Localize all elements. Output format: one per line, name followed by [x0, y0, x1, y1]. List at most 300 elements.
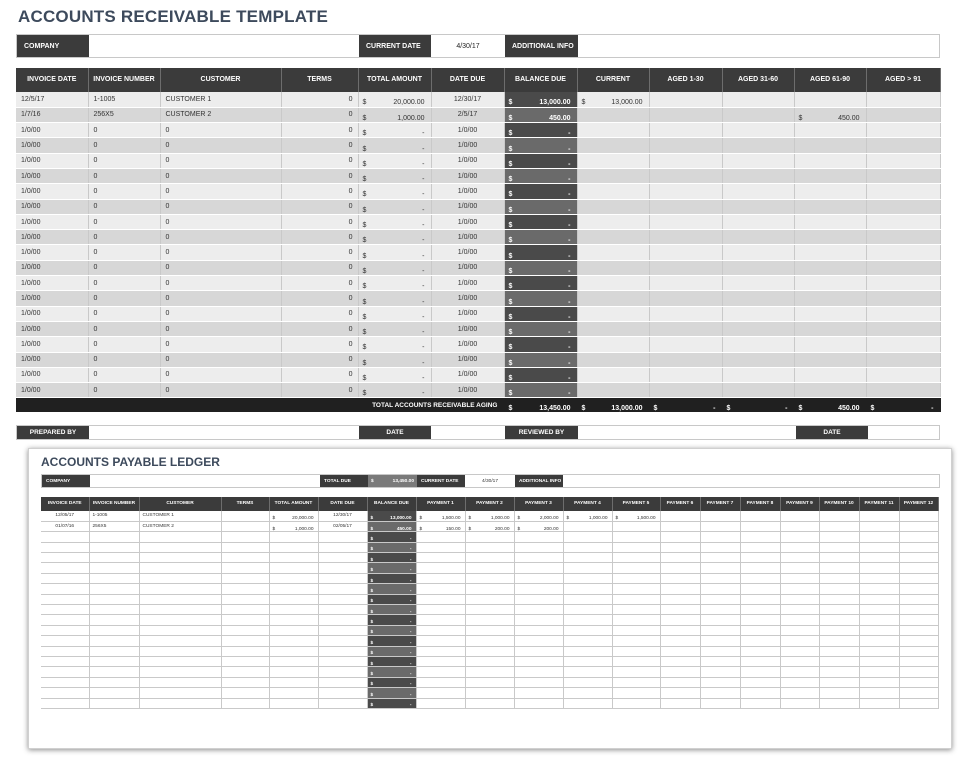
ap-empty-cell[interactable] [89, 573, 139, 583]
ap-empty-cell[interactable] [89, 563, 139, 573]
ap-payment-cell[interactable] [514, 688, 563, 698]
ap-empty-cell[interactable] [318, 542, 367, 552]
invoice-number-cell[interactable]: 0 [88, 321, 160, 336]
ap-payment-cell[interactable] [612, 656, 660, 666]
ap-payment-cell[interactable] [700, 656, 740, 666]
terms-cell[interactable]: 0 [281, 138, 358, 153]
invoice-number-cell[interactable]: 256X5 [88, 107, 160, 122]
ap-empty-cell[interactable] [318, 698, 367, 708]
ap-balance-due-cell[interactable] [367, 584, 416, 594]
ap-payment-cell[interactable] [859, 553, 899, 563]
aging-cell-a91[interactable] [866, 260, 940, 275]
aging-cell-current[interactable] [577, 321, 649, 336]
aging-cell-a130[interactable] [649, 107, 722, 122]
ap-payment-cell[interactable] [700, 573, 740, 583]
ap-empty-cell[interactable] [89, 605, 139, 615]
ap-empty-cell[interactable] [89, 636, 139, 646]
total-amount-cell[interactable] [358, 123, 431, 138]
aging-cell-a91[interactable] [866, 337, 940, 352]
ap-payment-cell[interactable] [416, 573, 465, 583]
ap-payment-cell[interactable] [700, 542, 740, 552]
ap-payment-cell[interactable] [612, 677, 660, 687]
ap-payment-cell[interactable] [740, 667, 780, 677]
ap-empty-cell[interactable] [41, 573, 89, 583]
ap-payment-cell[interactable] [563, 594, 612, 604]
ap-payment-cell[interactable] [563, 563, 612, 573]
total-amount-cell[interactable] [358, 230, 431, 245]
aging-cell-current[interactable] [577, 337, 649, 352]
ap-balance-due-cell[interactable] [367, 553, 416, 563]
ap-payment-cell[interactable] [612, 573, 660, 583]
aging-cell-a6190[interactable] [794, 245, 866, 260]
customer-cell[interactable]: CUSTOMER 2 [160, 107, 281, 122]
ap-empty-cell[interactable] [139, 605, 221, 615]
ap-payment-cell[interactable] [612, 698, 660, 708]
ap-payment-cell[interactable] [465, 615, 514, 625]
aging-cell-a3160[interactable] [722, 107, 794, 122]
aging-cell-a3160[interactable] [722, 153, 794, 168]
ap-empty-cell[interactable] [41, 594, 89, 604]
ap-payment-cell[interactable] [416, 542, 465, 552]
customer-cell[interactable]: 0 [160, 276, 281, 291]
invoice-number-cell[interactable]: 0 [88, 245, 160, 260]
ap-terms-cell[interactable] [221, 521, 269, 531]
ap-payment-cell[interactable] [700, 677, 740, 687]
ap-payment-cell[interactable] [660, 667, 700, 677]
ap-payment-cell[interactable] [780, 656, 819, 666]
ap-empty-cell[interactable] [318, 615, 367, 625]
current-date-field[interactable]: 4/30/17 [431, 35, 505, 57]
ap-payment-cell[interactable] [416, 521, 465, 531]
ap-payment-cell[interactable] [660, 698, 700, 708]
ap-payment-cell[interactable] [700, 521, 740, 531]
ap-payment-cell[interactable] [465, 667, 514, 677]
ap-payment-cell[interactable] [740, 542, 780, 552]
aging-cell-a3160[interactable] [722, 168, 794, 183]
ap-payment-cell[interactable] [740, 584, 780, 594]
ap-payment-cell[interactable] [660, 594, 700, 604]
ap-balance-due-cell[interactable] [367, 573, 416, 583]
total-bal[interactable] [504, 398, 577, 413]
ap-payment-cell[interactable] [859, 573, 899, 583]
ap-payment-cell[interactable] [780, 573, 819, 583]
ap-empty-cell[interactable] [318, 646, 367, 656]
ap-payment-cell[interactable] [899, 677, 938, 687]
ap-payment-cell[interactable] [899, 553, 938, 563]
invoice-date-cell[interactable]: 1/0/00 [16, 321, 88, 336]
ap-empty-cell[interactable] [221, 573, 269, 583]
invoice-date-cell[interactable]: 1/0/00 [16, 184, 88, 199]
aging-cell-a130[interactable] [649, 352, 722, 367]
ap-payment-cell[interactable] [416, 511, 465, 521]
ap-payment-cell[interactable] [899, 542, 938, 552]
terms-cell[interactable]: 0 [281, 306, 358, 321]
ap-payment-cell[interactable] [416, 615, 465, 625]
customer-cell[interactable]: CUSTOMER 1 [160, 92, 281, 107]
ap-empty-cell[interactable] [41, 646, 89, 656]
ap-payment-cell[interactable] [612, 605, 660, 615]
ap-empty-cell[interactable] [89, 542, 139, 552]
total-amount-cell[interactable] [358, 306, 431, 321]
ap-payment-cell[interactable] [740, 573, 780, 583]
customer-cell[interactable]: 0 [160, 306, 281, 321]
ap-empty-cell[interactable] [89, 553, 139, 563]
ap-payment-cell[interactable] [899, 573, 938, 583]
ap-payment-cell[interactable] [514, 532, 563, 542]
ap-payment-cell[interactable] [899, 636, 938, 646]
aging-cell-a130[interactable] [649, 214, 722, 229]
ap-payment-cell[interactable] [859, 584, 899, 594]
ap-balance-due-cell[interactable] [367, 542, 416, 552]
ap-payment-cell[interactable] [859, 511, 899, 521]
aging-cell-current[interactable] [577, 214, 649, 229]
ap-payment-cell[interactable] [780, 532, 819, 542]
ap-empty-cell[interactable] [269, 542, 318, 552]
ap-payment-cell[interactable] [563, 511, 612, 521]
ap-payment-cell[interactable] [740, 677, 780, 687]
aging-cell-a6190[interactable] [794, 230, 866, 245]
ap-payment-cell[interactable] [780, 688, 819, 698]
terms-cell[interactable]: 0 [281, 245, 358, 260]
ap-empty-cell[interactable] [318, 625, 367, 635]
ap-payment-cell[interactable] [612, 584, 660, 594]
ap-payment-cell[interactable] [740, 656, 780, 666]
ap-payment-cell[interactable] [819, 521, 859, 531]
balance-due-cell[interactable] [504, 107, 577, 122]
aging-cell-a6190[interactable] [794, 276, 866, 291]
ap-empty-cell[interactable] [139, 677, 221, 687]
ap-total-amount-cell[interactable] [269, 521, 318, 531]
ap-payment-cell[interactable] [563, 521, 612, 531]
balance-due-cell[interactable] [504, 230, 577, 245]
ap-date-due-cell[interactable]: 02/05/17 [318, 521, 367, 531]
ap-empty-cell[interactable] [269, 584, 318, 594]
total-amount-cell[interactable] [358, 214, 431, 229]
ap-empty-cell[interactable] [269, 563, 318, 573]
customer-cell[interactable]: 0 [160, 230, 281, 245]
ap-empty-cell[interactable] [89, 656, 139, 666]
prepared-by-field[interactable] [89, 426, 359, 439]
ap-payment-cell[interactable] [563, 625, 612, 635]
aging-cell-current[interactable] [577, 92, 649, 107]
ap-payment-cell[interactable] [859, 677, 899, 687]
ap-payment-cell[interactable] [819, 511, 859, 521]
aging-cell-a3160[interactable] [722, 214, 794, 229]
date-field-1[interactable] [431, 426, 505, 439]
total-amount-cell[interactable] [358, 276, 431, 291]
ap-payment-cell[interactable] [514, 677, 563, 687]
ap-payment-cell[interactable] [612, 553, 660, 563]
customer-cell[interactable]: 0 [160, 367, 281, 382]
aging-cell-a91[interactable] [866, 245, 940, 260]
ap-payment-cell[interactable] [612, 646, 660, 656]
date-due-cell[interactable]: 1/0/00 [431, 291, 504, 306]
aging-cell-current[interactable] [577, 276, 649, 291]
additional-info-field[interactable] [578, 35, 939, 57]
ap-payment-cell[interactable] [740, 688, 780, 698]
balance-due-cell[interactable] [504, 321, 577, 336]
ap-payment-cell[interactable] [859, 563, 899, 573]
aging-cell-current[interactable] [577, 367, 649, 382]
ap-balance-due-cell[interactable] [367, 646, 416, 656]
ap-payment-cell[interactable] [660, 688, 700, 698]
ap-empty-cell[interactable] [89, 625, 139, 635]
ap-payment-cell[interactable] [819, 667, 859, 677]
ap-empty-cell[interactable] [221, 532, 269, 542]
ap-empty-cell[interactable] [139, 688, 221, 698]
ap-payment-cell[interactable] [612, 563, 660, 573]
ap-payment-cell[interactable] [700, 594, 740, 604]
ap-payment-cell[interactable] [700, 667, 740, 677]
total-amount-cell[interactable] [358, 92, 431, 107]
ap-payment-cell[interactable] [514, 594, 563, 604]
date-due-cell[interactable]: 1/0/00 [431, 383, 504, 398]
aging-cell-a3160[interactable] [722, 199, 794, 214]
ap-empty-cell[interactable] [139, 698, 221, 708]
ap-payment-cell[interactable] [612, 511, 660, 521]
ap-payment-cell[interactable] [819, 605, 859, 615]
ap-payment-cell[interactable] [563, 646, 612, 656]
ap-empty-cell[interactable] [221, 646, 269, 656]
aging-cell-current[interactable] [577, 245, 649, 260]
ap-payment-cell[interactable] [612, 542, 660, 552]
date-due-cell[interactable]: 1/0/00 [431, 245, 504, 260]
ap-payment-cell[interactable] [660, 573, 700, 583]
aging-cell-a6190[interactable] [794, 153, 866, 168]
ap-payment-cell[interactable] [899, 605, 938, 615]
total-amount-cell[interactable] [358, 199, 431, 214]
total-current[interactable] [577, 398, 649, 413]
ap-payment-cell[interactable] [465, 698, 514, 708]
company-field[interactable] [89, 35, 359, 57]
customer-cell[interactable]: 0 [160, 214, 281, 229]
aging-cell-a91[interactable] [866, 199, 940, 214]
balance-due-cell[interactable] [504, 184, 577, 199]
ap-empty-cell[interactable] [318, 688, 367, 698]
ap-payment-cell[interactable] [780, 521, 819, 531]
ap-empty-cell[interactable] [41, 605, 89, 615]
ap-payment-cell[interactable] [465, 688, 514, 698]
date-due-cell[interactable]: 1/0/00 [431, 260, 504, 275]
ap-payment-cell[interactable] [899, 656, 938, 666]
ap-payment-cell[interactable] [859, 688, 899, 698]
ap-empty-cell[interactable] [41, 667, 89, 677]
ap-payment-cell[interactable] [740, 698, 780, 708]
terms-cell[interactable]: 0 [281, 352, 358, 367]
total-amount-cell[interactable] [358, 352, 431, 367]
invoice-number-cell[interactable]: 0 [88, 306, 160, 321]
ap-payment-cell[interactable] [899, 646, 938, 656]
ap-payment-cell[interactable] [780, 677, 819, 687]
customer-cell[interactable]: 0 [160, 199, 281, 214]
ap-payment-cell[interactable] [563, 688, 612, 698]
aging-cell-a6190[interactable] [794, 199, 866, 214]
balance-due-cell[interactable] [504, 306, 577, 321]
ap-payment-cell[interactable] [612, 594, 660, 604]
ap-payment-cell[interactable] [899, 511, 938, 521]
ap-payment-cell[interactable] [740, 511, 780, 521]
ap-payment-cell[interactable] [465, 521, 514, 531]
ap-payment-cell[interactable] [514, 636, 563, 646]
ap-payment-cell[interactable] [899, 594, 938, 604]
aging-cell-a3160[interactable] [722, 321, 794, 336]
ap-payment-cell[interactable] [465, 656, 514, 666]
total-amount-cell[interactable] [358, 184, 431, 199]
ap-payment-cell[interactable] [660, 677, 700, 687]
terms-cell[interactable]: 0 [281, 107, 358, 122]
terms-cell[interactable]: 0 [281, 260, 358, 275]
ap-payment-cell[interactable] [740, 615, 780, 625]
ap-payment-cell[interactable] [819, 532, 859, 542]
ap-payment-cell[interactable] [819, 584, 859, 594]
ap-payment-cell[interactable] [416, 553, 465, 563]
ap-payment-cell[interactable] [780, 563, 819, 573]
aging-cell-a3160[interactable] [722, 352, 794, 367]
aging-cell-a3160[interactable] [722, 245, 794, 260]
ap-payment-cell[interactable] [899, 521, 938, 531]
terms-cell[interactable]: 0 [281, 92, 358, 107]
ap-payment-cell[interactable] [514, 521, 563, 531]
aging-cell-a6190[interactable] [794, 168, 866, 183]
aging-cell-a6190[interactable] [794, 214, 866, 229]
ap-total-amount-cell[interactable] [269, 511, 318, 521]
ap-empty-cell[interactable] [139, 563, 221, 573]
ap-payment-cell[interactable] [612, 625, 660, 635]
aging-cell-a3160[interactable] [722, 306, 794, 321]
ap-empty-cell[interactable] [89, 698, 139, 708]
ap-payment-cell[interactable] [660, 542, 700, 552]
ap-additional-info-field[interactable] [563, 475, 939, 487]
ap-empty-cell[interactable] [318, 656, 367, 666]
ap-payment-cell[interactable] [416, 656, 465, 666]
ap-empty-cell[interactable] [139, 584, 221, 594]
ap-payment-cell[interactable] [514, 553, 563, 563]
date-due-cell[interactable]: 1/0/00 [431, 367, 504, 382]
ap-balance-due-cell[interactable] [367, 698, 416, 708]
date-due-cell[interactable]: 1/0/00 [431, 184, 504, 199]
date-due-cell[interactable]: 1/0/00 [431, 276, 504, 291]
ap-empty-cell[interactable] [139, 615, 221, 625]
ap-payment-cell[interactable] [859, 605, 899, 615]
aging-cell-a6190[interactable] [794, 352, 866, 367]
ap-empty-cell[interactable] [269, 677, 318, 687]
terms-cell[interactable]: 0 [281, 184, 358, 199]
ap-payment-cell[interactable] [740, 636, 780, 646]
ap-payment-cell[interactable] [899, 667, 938, 677]
ap-payment-cell[interactable] [859, 636, 899, 646]
ap-balance-due-cell[interactable] [367, 688, 416, 698]
ap-payment-cell[interactable] [465, 511, 514, 521]
customer-cell[interactable]: 0 [160, 184, 281, 199]
ap-payment-cell[interactable] [859, 698, 899, 708]
ap-payment-cell[interactable] [819, 573, 859, 583]
aging-cell-a130[interactable] [649, 138, 722, 153]
ap-payment-cell[interactable] [514, 511, 563, 521]
ap-payment-cell[interactable] [563, 615, 612, 625]
invoice-number-cell[interactable]: 0 [88, 291, 160, 306]
ap-empty-cell[interactable] [221, 688, 269, 698]
date-due-cell[interactable]: 1/0/00 [431, 138, 504, 153]
ap-payment-cell[interactable] [465, 573, 514, 583]
ap-payment-cell[interactable] [859, 615, 899, 625]
aging-cell-current[interactable] [577, 306, 649, 321]
ap-payment-cell[interactable] [859, 625, 899, 635]
ap-payment-cell[interactable] [819, 646, 859, 656]
ap-payment-cell[interactable] [700, 605, 740, 615]
customer-cell[interactable]: 0 [160, 138, 281, 153]
ap-empty-cell[interactable] [89, 667, 139, 677]
balance-due-cell[interactable] [504, 367, 577, 382]
ap-invoice-date-cell[interactable]: 01/07/16 [41, 521, 89, 531]
invoice-date-cell[interactable]: 1/0/00 [16, 214, 88, 229]
aging-cell-a6190[interactable] [794, 92, 866, 107]
ap-empty-cell[interactable] [318, 605, 367, 615]
balance-due-cell[interactable] [504, 138, 577, 153]
aging-cell-a130[interactable] [649, 306, 722, 321]
ap-payment-cell[interactable] [819, 615, 859, 625]
invoice-date-cell[interactable]: 1/0/00 [16, 337, 88, 352]
ap-payment-cell[interactable] [780, 646, 819, 656]
ap-payment-cell[interactable] [660, 636, 700, 646]
ap-empty-cell[interactable] [221, 636, 269, 646]
ap-invoice-number-cell[interactable]: 1-1005 [89, 511, 139, 521]
balance-due-cell[interactable] [504, 123, 577, 138]
aging-cell-a130[interactable] [649, 199, 722, 214]
aging-cell-a91[interactable] [866, 184, 940, 199]
ap-empty-cell[interactable] [41, 677, 89, 687]
invoice-number-cell[interactable]: 0 [88, 184, 160, 199]
ap-payment-cell[interactable] [416, 646, 465, 656]
ap-balance-due-cell[interactable] [367, 532, 416, 542]
ap-empty-cell[interactable] [221, 553, 269, 563]
total-a91[interactable] [866, 398, 940, 413]
ap-payment-cell[interactable] [612, 521, 660, 531]
ap-empty-cell[interactable] [41, 553, 89, 563]
aging-cell-a130[interactable] [649, 276, 722, 291]
ap-payment-cell[interactable] [819, 553, 859, 563]
aging-cell-a91[interactable] [866, 123, 940, 138]
ap-empty-cell[interactable] [318, 532, 367, 542]
ap-empty-cell[interactable] [269, 532, 318, 542]
ap-payment-cell[interactable] [780, 594, 819, 604]
ap-payment-cell[interactable] [416, 698, 465, 708]
terms-cell[interactable]: 0 [281, 291, 358, 306]
aging-cell-a91[interactable] [866, 107, 940, 122]
invoice-number-cell[interactable]: 0 [88, 276, 160, 291]
ap-payment-cell[interactable] [819, 656, 859, 666]
ap-payment-cell[interactable] [416, 636, 465, 646]
aging-cell-a3160[interactable] [722, 337, 794, 352]
aging-cell-a130[interactable] [649, 123, 722, 138]
aging-cell-a6190[interactable] [794, 337, 866, 352]
balance-due-cell[interactable] [504, 352, 577, 367]
ap-empty-cell[interactable] [41, 656, 89, 666]
aging-cell-a6190[interactable] [794, 383, 866, 398]
ap-payment-cell[interactable] [514, 563, 563, 573]
terms-cell[interactable]: 0 [281, 199, 358, 214]
total-amount-cell[interactable] [358, 291, 431, 306]
ap-payment-cell[interactable] [780, 605, 819, 615]
invoice-date-cell[interactable]: 12/5/17 [16, 92, 88, 107]
aging-cell-a3160[interactable] [722, 230, 794, 245]
ap-empty-cell[interactable] [221, 563, 269, 573]
ap-payment-cell[interactable] [740, 594, 780, 604]
ap-payment-cell[interactable] [514, 542, 563, 552]
ap-empty-cell[interactable] [269, 615, 318, 625]
ap-payment-cell[interactable] [819, 542, 859, 552]
ap-payment-cell[interactable] [465, 677, 514, 687]
terms-cell[interactable]: 0 [281, 337, 358, 352]
